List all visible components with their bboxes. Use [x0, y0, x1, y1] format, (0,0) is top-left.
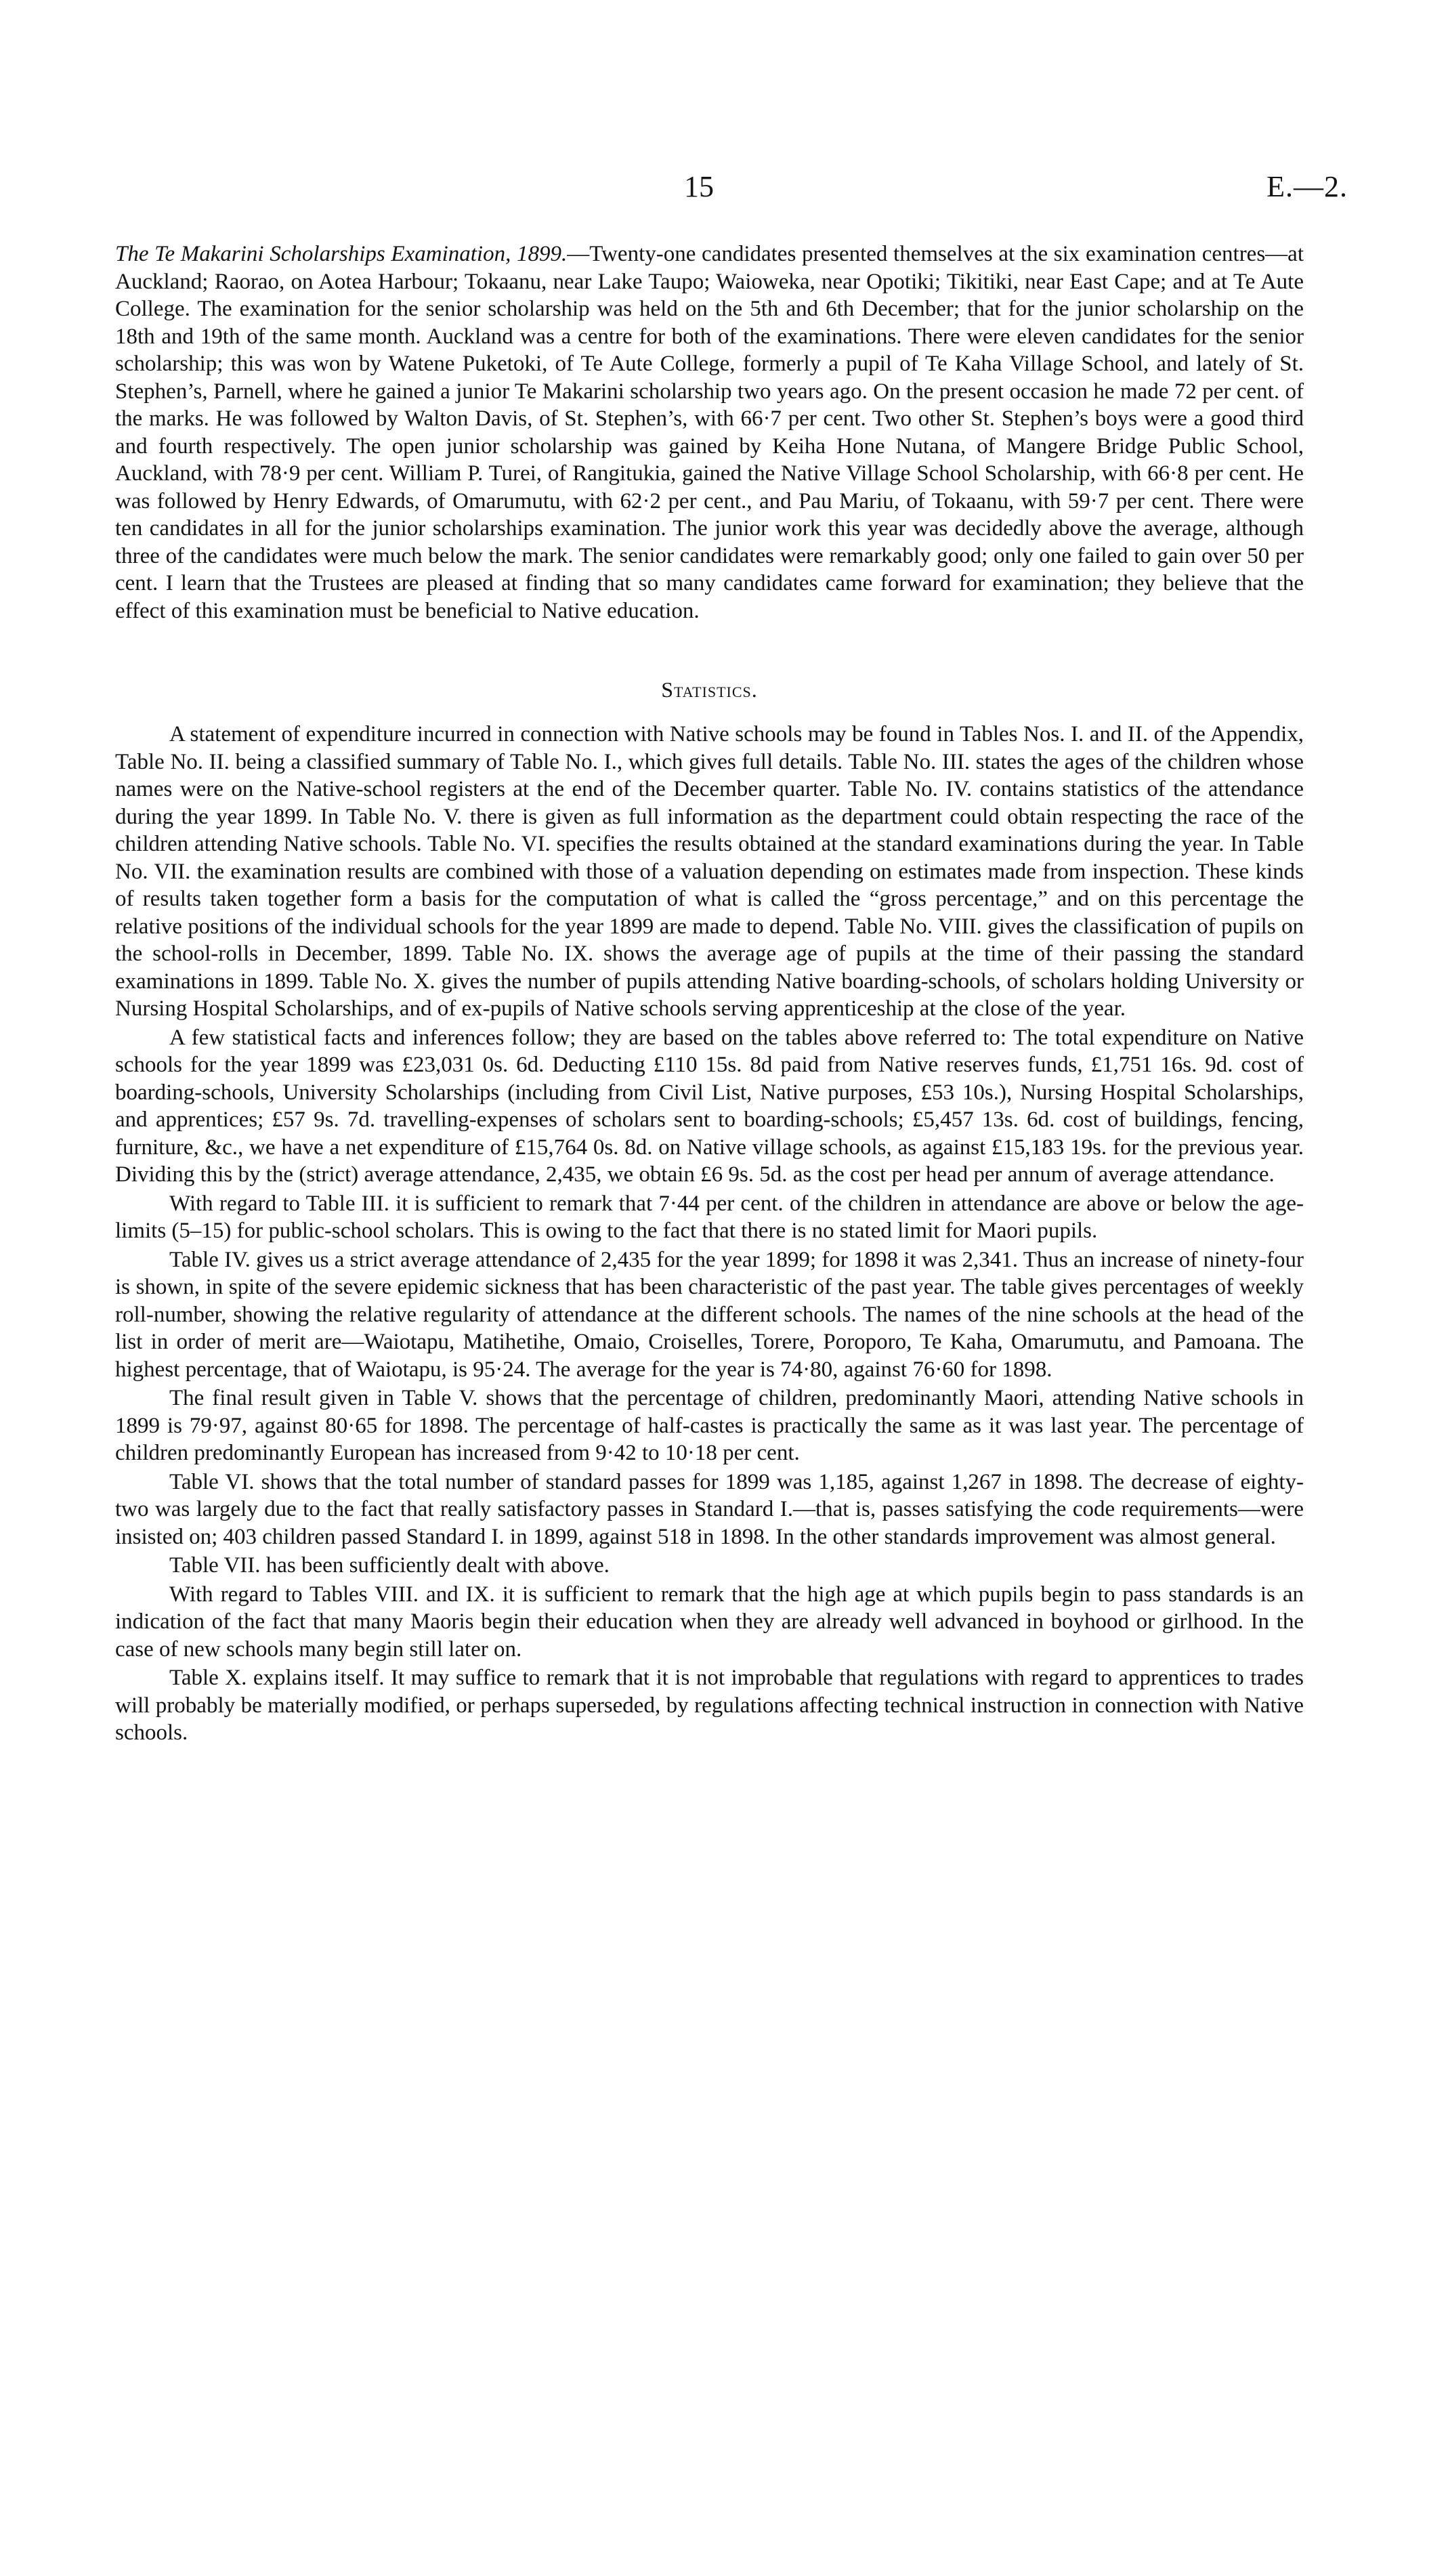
page-body [115, 240, 1304, 1747]
page-number: 15 [684, 170, 714, 203]
statistics-paragraph-table-iii: With regard to Table III. it is sufficient to remark that 7·44 per cent. of the children in attendance are above or below the age-limits (5–15) for public-school scholars. This is owing to the fact that there is no stated limit for Maori pupils. [115, 1191, 1304, 1243]
scholarships-paragraph [115, 240, 1304, 625]
statistics-paragraph-tables: A statement of expenditure incurred in connection with Native schools may be found in Tables Nos. I. and II. of the Appendix, Table No. II. being a classified summary of Table No. I., which gives full details. Table No. III. states the ages of the children whose names were on the Native-school registers at the end of the December quarter. Table No. IV. contains statistics of the attendance during the year 1899. In Table No. V. there is given as full information as the department could obtain respecting the race of the children attending Native schools. Table No. VI. specifies the results obtained at the standard examinations during the year. In Table No. VII. the examination results are combined with those of a valuation depending on estimates made from inspection. These kinds of results taken together form a basis for the computation of what is called the “gross percentage,” and on this percentage the relative positions of the individual schools for the year 1899 are made to depend. Table No. VIII. gives the classification of pupils on the school-rolls in December, 1899. Table No. IX. shows the average age of pupils at the time of their passing the standard examinations in 1899. Table No. X. gives the number of pupils attending Native boarding-schools, of scholars holding University or Nursing Hospital Scholarships, and of ex-pupils of Native schools serving apprenticeship at the close of the year. [115, 722, 1304, 1021]
page-header [0, 169, 1448, 210]
statistics-paragraph-table-vii: Table VII. has been sufficiently dealt with above. [169, 1553, 610, 1578]
statistics-paragraph-table-vi: Table VI. shows that the total number of standard passes for 1899 was 1,185, against 1,267 in 1898. The decrease of eighty-two was largely due to the fact that really satisfactory passes in Standard I.—that is, passes satisfying the code requirements—were insisted on; 403 children passed Standard I. in 1899, against 518 in 1898. In the other standards improvement was almost general. [115, 1469, 1304, 1549]
statistics-paragraph-expenditure: A few statistical facts and inferences follow; they are based on the tables above referred to: The total expenditure on Native schools for the year 1899 was £23,031 0s. 6d. Deducting £110 15s. 8d paid from Native reserves funds, £1,751 16s. 9d. cost of boarding-schools, University Scholarships (including from Civil List, Native purposes, £53 10s.), Nursing Hospital Scholarships, and apprentices; £57 9s. 7d. travelling-expenses of scholars sent to boarding-schools; £5,457 13s. 6d. cost of buildings, fencing, furniture, &c., we have a net expenditure of £15,764 0s. 8d. on Native village schools, as against £15,183 19s. for the previous year. Dividing this by the (strict) average attendance, 2,435, we obtain £6 9s. 5d. as the cost per head per annum of average attendance. [115, 1025, 1304, 1187]
statistics-paragraph-tables-viii-ix: With regard to Tables VIII. and IX. it is sufficient to remark that the high age at which pupils begin to pass standards is an indication of the fact that many Maoris begin their education when they are already well advanced in boyhood or girlhood. In the case of new schools many begin still later on. [115, 1582, 1304, 1662]
statistics-paragraph-table-iv: Table IV. gives us a strict average attendance of 2,435 for the year 1899; for 1898 it was 2,341. Thus an increase of ninety-four is shown, in spite of the severe epidemic sickness that has been characteristic of the past year. The table gives percentages of weekly roll-number, showing the relative regularity of attendance at the different schools. The names of the nine schools at the head of the list in order of merit are—Waiotapu, Matihetihe, Omaio, Croiselles, Torere, Poroporo, Te Kaha, Omarumutu, and Pamoana. The highest percentage, that of Waiotapu, is 95·24. The average for the year is 74·80, against 76·60 for 1898. [115, 1247, 1304, 1382]
statistics-heading: Statistics. [661, 677, 758, 702]
scholarships-paragraph-text: —Twenty-one candidates presented themselves at the six examination centres—at Auckland; Raorao, on Aotea Harbour; Tokaanu, near Lake Taupo; Waioweka, near Opotiki; Tikitiki, near East Cape; and at Te Aute College. The examination for the senior scholarship was held on the 5th and 6th December; that for the junior scholarship on the 18th and 19th of the same month. Auckland was a centre for both of the examinations. There were eleven candidates for the senior scholarship; this was won by Watene Puketoki, of Te Aute College, formerly a pupil of Te Kaha Village School, and lately of St. Stephen’s, Parnell, where he gained a junior Te Makarini scholarship two years ago. On the present occasion he made 72 per cent. of the marks. He was followed by Walton Davis, of St. Stephen’s, with 66·7 per cent. Two other St. Stephen’s boys were a good third and fourth respectively. The open junior scholarship was gained by Keiha Hone Nutana, of Mangere Bridge Public School, Auckland, with 78·9 per cent. William P. Turei, of Rangitukia, gained the Native Village School Scholarship, with 66·8 per cent. He was followed by Henry Edwards, of Omarumutu, with 62·2 per cent., and Pau Mariu, of Tokaanu, with 59·7 per cent. There were ten candidates in all for the junior scholarships examination. The junior work this year was decidedly above the average, although three of the candidates were much below the mark. The senior candidates were remarkably good; only one failed to gain over 50 per cent. I learn that the Trustees are pleased at finding that so many candidates came forward for examination; they believe that the effect of this examination must be beneficial to Native education. [115, 242, 1304, 623]
statistics-paragraph-table-x: Table X. explains itself. It may suffice to remark that it is not improbable that regulations with regard to apprentices to trades will probably be materially modified, or perhaps superseded, by regulations affecting technical instruction in connection with Native schools. [115, 1666, 1304, 1745]
statistics-paragraph-table-v: The final result given in Table V. shows that the percentage of children, predominantly Maori, attending Native schools in 1899 is 79·97, against 80·65 for 1898. The percentage of half-castes is practically the same as it was last year. The percentage of children predominantly European has increased from 9·42 to 10·18 per cent. [115, 1386, 1304, 1465]
scholarships-runin-title: The Te Makarini Scholarships Examination, 1899. [115, 242, 568, 266]
report-code: E.—2. [1266, 170, 1348, 203]
